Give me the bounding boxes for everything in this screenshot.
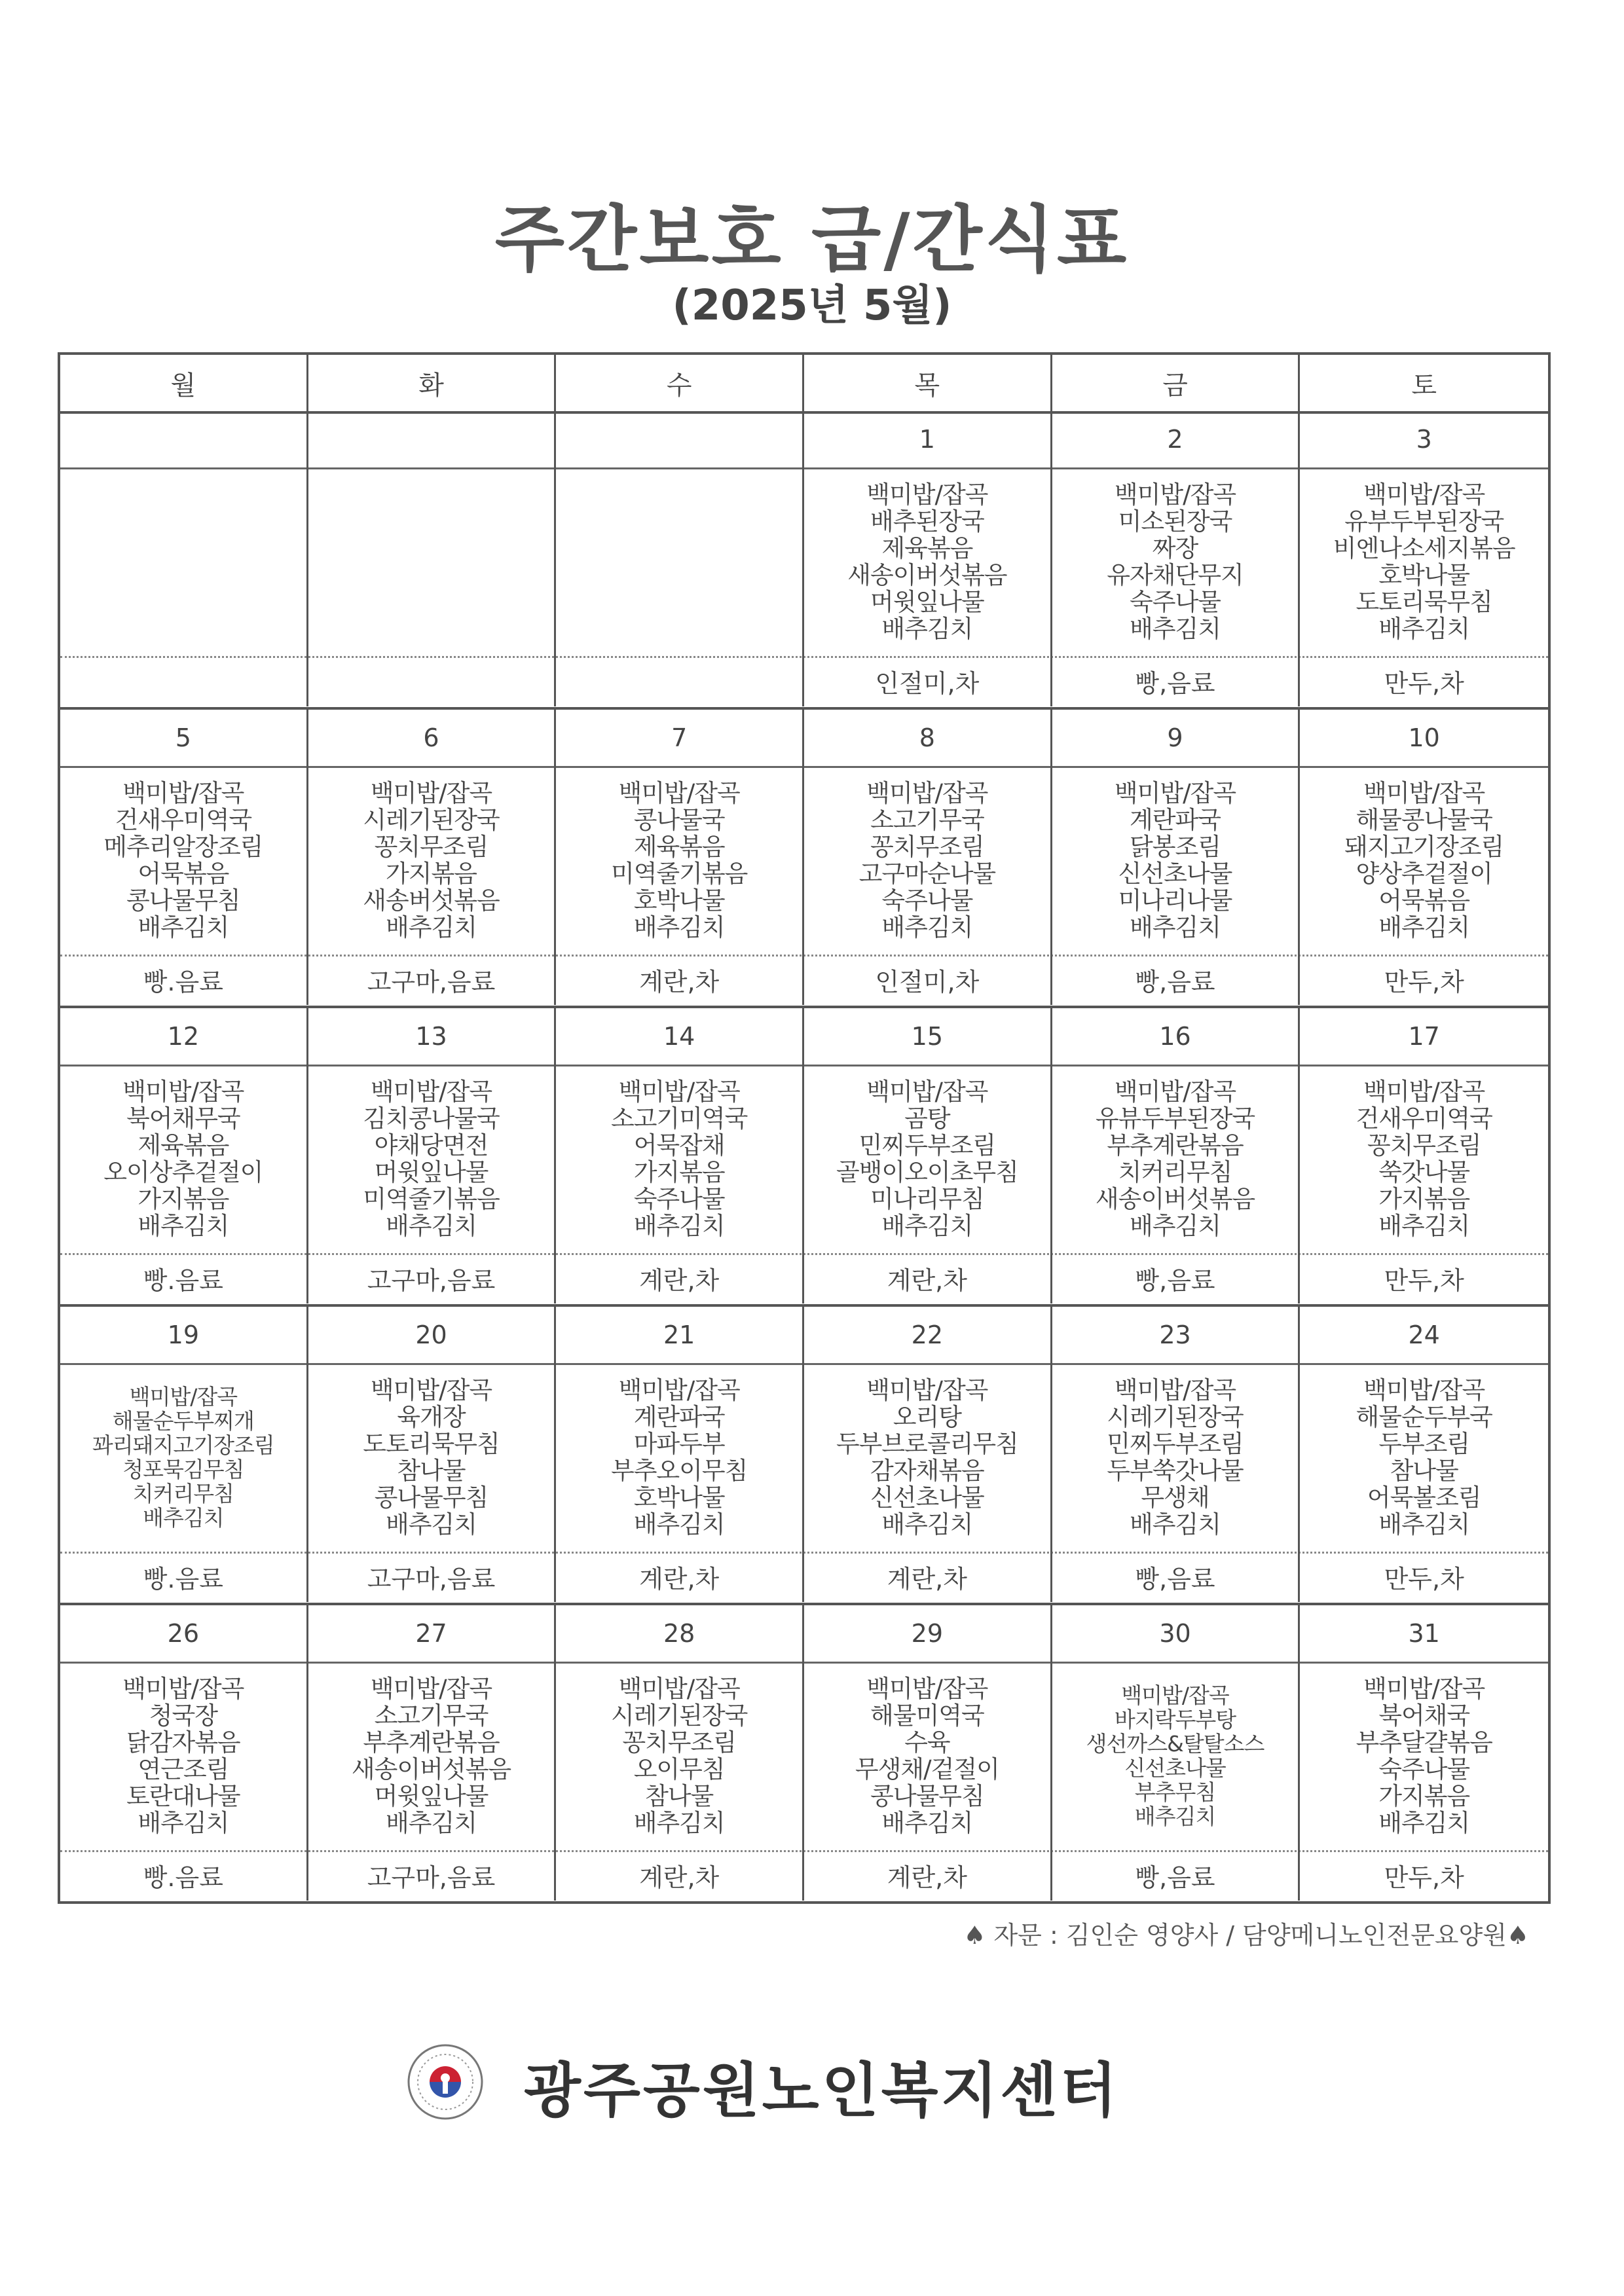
menu-item: 야채당면전 xyxy=(374,1131,489,1159)
menu-item: 콩나물무침 xyxy=(870,1782,984,1810)
snack-cell: 계란,차 xyxy=(556,955,804,1005)
snack-cell: 고구마,음료 xyxy=(308,1552,557,1602)
menu-item: 새송버섯볶음 xyxy=(363,886,500,915)
menu-item: 백미밥/잡곡 xyxy=(1363,1675,1485,1703)
menu-item: 미역줄기볶음 xyxy=(610,860,748,888)
date-cell: 10 xyxy=(1408,723,1440,752)
menu-item: 연근조림 xyxy=(138,1755,229,1783)
menu-item: 가지볶음 xyxy=(386,860,477,888)
menu-item: 해물콩나물국 xyxy=(1356,806,1492,834)
menu-item: 호박나물 xyxy=(633,1484,725,1512)
menu-item: 새송이버섯볶음 xyxy=(351,1755,511,1783)
menu-item: 백미밥/잡곡 xyxy=(370,1376,492,1404)
menu-item: 미역줄기볶음 xyxy=(363,1185,500,1213)
menu-item: 참나물 xyxy=(397,1457,466,1485)
meal-cell xyxy=(804,766,1052,955)
menu-item: 배추김치 xyxy=(881,1212,973,1240)
snack-cell: 계란,차 xyxy=(556,1552,804,1602)
menu-item: 치커리무침 xyxy=(1118,1158,1232,1186)
menu-item: 배추된장국 xyxy=(870,507,984,536)
menu-item: 가지볶음 xyxy=(1378,1185,1470,1213)
menu-item: 배추김치 xyxy=(138,1212,229,1240)
snack-cell: 빵.음료 xyxy=(60,1850,308,1901)
menu-item: 배추김치 xyxy=(1130,1510,1221,1539)
date-cell: 12 xyxy=(60,1008,308,1065)
meal-row xyxy=(60,1662,1548,1852)
meal-cell xyxy=(1300,1363,1548,1552)
menu-item: 배추김치 xyxy=(1378,913,1470,941)
menu-item: 부추계란볶음 xyxy=(1107,1131,1244,1159)
snack-cell: 인절미,차 xyxy=(804,656,1052,706)
menu-item: 백미밥/잡곡 xyxy=(122,1078,244,1106)
menu-item: 무생채/겉절이 xyxy=(855,1755,999,1783)
menu-item: 배추김치 xyxy=(386,1212,477,1240)
meal-cell xyxy=(556,1363,804,1552)
snack-cell: 계란,차 xyxy=(804,1253,1052,1303)
menu-item: 새송이버섯볶음 xyxy=(847,561,1007,589)
menu-item: 백미밥/잡곡 xyxy=(1363,1078,1485,1106)
menu-item: 메추리알장조림 xyxy=(103,833,263,861)
menu-item: 계란파국 xyxy=(633,1403,725,1431)
menu-item: 신선초나물 xyxy=(1124,1755,1226,1781)
menu-item: 배추김치 xyxy=(633,1212,725,1240)
snack-row xyxy=(60,656,1548,706)
date-cell: 31 xyxy=(1408,1619,1440,1648)
week-block xyxy=(60,1307,1548,1605)
weekday-header: 수 xyxy=(556,355,804,411)
snack-cell xyxy=(556,656,804,706)
menu-item: 어묵볶음 xyxy=(1378,886,1470,915)
menu-item: 가지볶음 xyxy=(1378,1782,1470,1810)
date-cell: 15 xyxy=(804,1008,1052,1065)
menu-item: 건새우미역국 xyxy=(115,806,252,834)
date-row xyxy=(60,411,1548,469)
menu-item: 머윗잎나물 xyxy=(870,588,984,616)
date-cell: 6 xyxy=(308,710,557,766)
menu-item: 쑥갓나물 xyxy=(1378,1158,1470,1186)
date-cell: 7 xyxy=(556,710,804,766)
menu-item: 무생채 xyxy=(1141,1484,1209,1512)
date-cell: 2 xyxy=(1052,411,1301,467)
menu-item: 유자채단무지 xyxy=(1107,561,1244,589)
menu-item: 바지락두부탕 xyxy=(1114,1707,1236,1732)
menu-item: 배추김치 xyxy=(633,1510,725,1539)
menu-item: 백미밥/잡곡 xyxy=(1363,779,1485,807)
snack-cell: 계란,차 xyxy=(556,1850,804,1901)
date-cell: 5 xyxy=(60,710,308,766)
snack-cell: 계란,차 xyxy=(804,1552,1052,1602)
meal-cell xyxy=(60,1363,308,1552)
menu-item: 해물미역국 xyxy=(870,1702,984,1730)
meal-cell xyxy=(1052,766,1301,955)
menu-item: 백미밥/잡곡 xyxy=(618,1675,740,1703)
menu-item: 골뱅이오이초무침 xyxy=(836,1158,1018,1186)
menu-item: 배추김치 xyxy=(881,913,973,941)
menu-item: 꽁치무조림 xyxy=(622,1728,737,1757)
menu-item: 배추김치 xyxy=(138,1809,229,1837)
menu-item: 북어채무국 xyxy=(126,1104,240,1133)
menu-item: 돼지고기장조림 xyxy=(1344,833,1504,861)
menu-item: 생선까스&탈탈소스 xyxy=(1086,1731,1264,1757)
menu-item: 도토리묵무침 xyxy=(363,1430,500,1458)
menu-item: 백미밥/잡곡 xyxy=(370,779,492,807)
date-cell: 17 xyxy=(1408,1022,1440,1051)
menu-item: 백미밥/잡곡 xyxy=(1114,1376,1236,1404)
week-block xyxy=(60,1605,1548,1904)
organization-footer xyxy=(406,2036,1257,2128)
meal-cell xyxy=(60,1662,308,1850)
meal-cell xyxy=(1300,1065,1548,1253)
meal-cell xyxy=(804,467,1052,656)
snack-cell: 만두,차 xyxy=(1384,968,1464,996)
menu-item: 배추김치 xyxy=(1378,1809,1470,1837)
date-row xyxy=(60,1008,1548,1066)
meal-cell xyxy=(308,467,557,656)
menu-item: 닭봉조림 xyxy=(1130,833,1221,861)
snack-cell: 빵,음료 xyxy=(1052,1552,1301,1602)
menu-item: 계란파국 xyxy=(1130,806,1221,834)
weekday-header: 월 xyxy=(60,355,308,411)
weekday-header-row xyxy=(60,355,1548,414)
date-cell: 23 xyxy=(1052,1307,1301,1363)
meal-cell xyxy=(1300,467,1548,656)
menu-item: 배추김치 xyxy=(386,1510,477,1539)
menu-item: 머윗잎나물 xyxy=(374,1158,489,1186)
menu-item: 부추무침 xyxy=(1134,1779,1216,1805)
snack-cell: 계란,차 xyxy=(804,1850,1052,1901)
menu-item: 소고기미역국 xyxy=(610,1104,748,1133)
meal-cell xyxy=(308,1662,557,1850)
menu-item: 배추김치 xyxy=(1378,1212,1470,1240)
menu-item: 김치콩나물국 xyxy=(363,1104,500,1133)
meal-cell xyxy=(308,1065,557,1253)
welfare-center-seal-icon xyxy=(406,2043,485,2121)
snack-cell: 고구마,음료 xyxy=(308,955,557,1005)
date-cell: 21 xyxy=(556,1307,804,1363)
menu-item: 고구마순나물 xyxy=(858,860,996,888)
menu-item: 백미밥/잡곡 xyxy=(1121,1683,1229,1708)
menu-item: 배추김치 xyxy=(1130,913,1221,941)
snack-cell xyxy=(308,656,557,706)
menu-item: 숙주나물 xyxy=(1378,1755,1470,1783)
snack-cell: 빵.음료 xyxy=(60,1552,308,1602)
menu-item: 콩나물무침 xyxy=(126,886,240,915)
date-cell: 28 xyxy=(556,1605,804,1662)
menu-item: 미나리무침 xyxy=(870,1185,984,1213)
menu-item: 양상추겉절이 xyxy=(1356,860,1492,888)
weekday-header: 목 xyxy=(804,355,1052,411)
menu-item: 두부쑥갓나물 xyxy=(1107,1457,1244,1485)
menu-item: 도토리묵무침 xyxy=(1356,588,1492,616)
menu-item: 비엔나소세지볶음 xyxy=(1333,534,1515,562)
menu-item: 백미밥/잡곡 xyxy=(866,1078,988,1106)
menu-item: 백미밥/잡곡 xyxy=(370,1078,492,1106)
menu-item: 부추오이무침 xyxy=(610,1457,748,1485)
date-cell: 26 xyxy=(60,1605,308,1662)
menu-item: 호박나물 xyxy=(1378,561,1470,589)
snack-cell: 고구마,음료 xyxy=(308,1850,557,1901)
menu-item: 백미밥/잡곡 xyxy=(866,779,988,807)
menu-item: 배추김치 xyxy=(633,913,725,941)
menu-item: 유부두부된장국 xyxy=(1344,507,1504,536)
snack-cell: 빵.음료 xyxy=(60,955,308,1005)
date-cell: 9 xyxy=(1052,710,1301,766)
date-cell: 29 xyxy=(804,1605,1052,1662)
menu-item: 민찌두부조림 xyxy=(1107,1430,1244,1458)
menu-item: 두부브로콜리무침 xyxy=(836,1430,1018,1458)
menu-item: 오리탕 xyxy=(893,1403,961,1431)
meal-cell xyxy=(1052,467,1301,656)
menu-item: 배추김치 xyxy=(633,1809,725,1837)
date-cell: 14 xyxy=(556,1008,804,1065)
week-block xyxy=(60,710,1548,1008)
menu-item: 백미밥/잡곡 xyxy=(1114,481,1236,509)
menu-item: 백미밥/잡곡 xyxy=(866,1376,988,1404)
menu-item: 꽁치무조림 xyxy=(1367,1131,1481,1159)
meal-cell xyxy=(804,1363,1052,1552)
menu-item: 배추김치 xyxy=(1134,1804,1216,1829)
meal-cell xyxy=(60,766,308,955)
menu-item: 배추김치 xyxy=(138,913,229,941)
menu-item: 꽁치무조림 xyxy=(870,833,984,861)
menu-item: 오이상추겉절이 xyxy=(103,1158,263,1186)
menu-item: 토란대나물 xyxy=(126,1782,240,1810)
snack-cell: 빵,음료 xyxy=(1052,1850,1301,1901)
menu-item: 제육볶음 xyxy=(138,1131,229,1159)
menu-item: 가지볶음 xyxy=(138,1185,229,1213)
menu-item: 배추김치 xyxy=(1378,1510,1470,1539)
meal-cell xyxy=(556,1662,804,1850)
snack-cell: 고구마,음료 xyxy=(308,1253,557,1303)
weekday-header: 화 xyxy=(308,355,557,411)
menu-item: 배추김치 xyxy=(143,1505,224,1531)
menu-item: 시레기된장국 xyxy=(610,1702,748,1730)
meal-cell xyxy=(1052,1065,1301,1253)
menu-item: 배추김치 xyxy=(1130,615,1221,643)
date-cell xyxy=(556,411,804,467)
meal-cell xyxy=(556,766,804,955)
menu-item: 백미밥/잡곡 xyxy=(1363,1376,1485,1404)
menu-item: 부추계란볶음 xyxy=(363,1728,500,1757)
menu-item: 미나리나물 xyxy=(1118,886,1232,915)
menu-item: 백미밥/잡곡 xyxy=(618,1376,740,1404)
date-cell: 1 xyxy=(804,411,1052,467)
menu-item: 꽁치무조림 xyxy=(374,833,489,861)
menu-item: 신선초나물 xyxy=(1118,860,1232,888)
menu-item: 치커리무침 xyxy=(132,1481,234,1506)
menu-item: 소고기무국 xyxy=(374,1702,489,1730)
meal-cell xyxy=(1300,766,1548,955)
menu-item: 수육 xyxy=(904,1728,950,1757)
menu-item: 제육볶음 xyxy=(881,534,973,562)
menu-item: 백미밥/잡곡 xyxy=(866,1675,988,1703)
advisor-note: ♠ 자문 : 김인순 영양사 / 담양메니노인전문요양원♠ xyxy=(963,1921,1529,1950)
meal-row xyxy=(60,467,1548,658)
snack-cell: 빵.음료 xyxy=(60,1253,308,1303)
week-block xyxy=(60,411,1548,710)
menu-item: 숙주나물 xyxy=(633,1185,725,1213)
date-cell xyxy=(308,411,557,467)
meal-cell xyxy=(556,1065,804,1253)
week-block xyxy=(60,1008,1548,1307)
menu-item: 오이무침 xyxy=(633,1755,725,1783)
date-cell: 20 xyxy=(308,1307,557,1363)
menu-item: 호박나물 xyxy=(633,886,725,915)
date-cell xyxy=(60,411,308,467)
date-cell: 24 xyxy=(1408,1321,1440,1349)
menu-item: 배추김치 xyxy=(386,913,477,941)
date-cell: 13 xyxy=(308,1008,557,1065)
menu-item: 짜장 xyxy=(1152,534,1198,562)
date-cell: 16 xyxy=(1052,1008,1301,1065)
date-row xyxy=(60,1307,1548,1365)
meal-cell xyxy=(804,1065,1052,1253)
menu-item: 시레기된장국 xyxy=(1107,1403,1244,1431)
menu-item: 콩나물국 xyxy=(633,806,725,834)
menu-item: 배추김치 xyxy=(881,1809,973,1837)
meal-cell xyxy=(1052,1662,1301,1850)
menu-item: 백미밥/잡곡 xyxy=(122,1675,244,1703)
meal-cell xyxy=(804,1662,1052,1850)
snack-cell: 만두,차 xyxy=(1384,1266,1464,1295)
snack-cell: 만두,차 xyxy=(1384,1863,1464,1892)
menu-item: 부추달걀볶음 xyxy=(1356,1728,1492,1757)
date-row xyxy=(60,710,1548,768)
page-subtitle: (2025년 5월) xyxy=(672,282,952,330)
meal-row xyxy=(60,766,1548,957)
menu-item: 배추김치 xyxy=(1378,615,1470,643)
weekday-header: 금 xyxy=(1052,355,1301,411)
date-cell: 19 xyxy=(60,1307,308,1363)
snack-row xyxy=(60,955,1548,1005)
menu-item: 백미밥/잡곡 xyxy=(370,1675,492,1703)
meal-row xyxy=(60,1065,1548,1255)
menu-item: 백미밥/잡곡 xyxy=(1114,1078,1236,1106)
menu-item: 감자채볶음 xyxy=(870,1457,984,1485)
menu-item: 유뷰두부된장국 xyxy=(1095,1104,1255,1133)
menu-item: 가지볶음 xyxy=(633,1158,725,1186)
menu-item: 머윗잎나물 xyxy=(374,1782,489,1810)
menu-item: 닭감자볶음 xyxy=(126,1728,240,1757)
date-cell: 3 xyxy=(1416,425,1432,454)
menu-item: 미소된장국 xyxy=(1118,507,1232,536)
meal-cell xyxy=(308,1363,557,1552)
menu-item: 어묵잡채 xyxy=(633,1131,725,1159)
menu-item: 꽈리돼지고기장조림 xyxy=(92,1432,274,1458)
date-row xyxy=(60,1605,1548,1664)
menu-item: 해물순두부찌개 xyxy=(112,1408,254,1434)
menu-item: 배추김치 xyxy=(1130,1212,1221,1240)
meal-row xyxy=(60,1363,1548,1554)
snack-cell: 계란,차 xyxy=(556,1253,804,1303)
date-cell: 27 xyxy=(308,1605,557,1662)
menu-item: 어묵볶음 xyxy=(138,860,229,888)
date-cell: 8 xyxy=(804,710,1052,766)
menu-item: 북어채국 xyxy=(1378,1702,1470,1730)
snack-row xyxy=(60,1850,1548,1901)
menu-item: 마파두부 xyxy=(633,1430,725,1458)
menu-item: 백미밥/잡곡 xyxy=(618,1078,740,1106)
menu-item: 곰탕 xyxy=(904,1104,950,1133)
snack-cell xyxy=(60,656,308,706)
weekly-menu-table xyxy=(58,352,1551,1904)
menu-item: 건새우미역국 xyxy=(1356,1104,1492,1133)
menu-item: 소고기무국 xyxy=(870,806,984,834)
menu-item: 육개장 xyxy=(397,1403,466,1431)
meal-cell xyxy=(308,766,557,955)
menu-item: 참나물 xyxy=(1390,1457,1458,1485)
menu-item: 두부조림 xyxy=(1378,1430,1470,1458)
menu-item: 참나물 xyxy=(645,1782,714,1810)
menu-item: 배추김치 xyxy=(881,615,973,643)
snack-row xyxy=(60,1552,1548,1602)
snack-cell: 만두,차 xyxy=(1384,1565,1464,1594)
menu-item: 백미밥/잡곡 xyxy=(129,1384,238,1410)
menu-item: 해물순두부국 xyxy=(1356,1403,1492,1431)
menu-item: 백미밥/잡곡 xyxy=(618,779,740,807)
menu-item: 시레기된장국 xyxy=(363,806,500,834)
menu-item: 숙주나물 xyxy=(881,886,973,915)
meal-cell xyxy=(60,1065,308,1253)
menu-item: 어묵볼조림 xyxy=(1367,1484,1481,1512)
menu-item: 청포묵김무침 xyxy=(122,1457,244,1482)
snack-cell: 빵,음료 xyxy=(1052,656,1301,706)
menu-item: 백미밥/잡곡 xyxy=(1363,481,1485,509)
snack-row xyxy=(60,1253,1548,1303)
menu-item: 새송이버섯볶음 xyxy=(1095,1185,1255,1213)
snack-cell: 인절미,차 xyxy=(804,955,1052,1005)
meal-cell xyxy=(556,467,804,656)
meal-cell xyxy=(1052,1363,1301,1552)
menu-item: 제육볶음 xyxy=(633,833,725,861)
weekday-header: 토 xyxy=(1411,370,1437,401)
snack-cell: 만두,차 xyxy=(1384,669,1464,698)
snack-cell: 빵,음료 xyxy=(1052,955,1301,1005)
menu-item: 배추김치 xyxy=(386,1809,477,1837)
meal-cell xyxy=(60,467,308,656)
date-cell: 22 xyxy=(804,1307,1052,1363)
menu-item: 민찌두부조림 xyxy=(858,1131,996,1159)
menu-item: 청국장 xyxy=(149,1702,217,1730)
menu-item: 콩나물무침 xyxy=(374,1484,489,1512)
menu-item: 백미밥/잡곡 xyxy=(866,481,988,509)
menu-item: 배추김치 xyxy=(881,1510,973,1539)
menu-item: 백미밥/잡곡 xyxy=(122,779,244,807)
date-cell: 30 xyxy=(1052,1605,1301,1662)
snack-cell: 빵,음료 xyxy=(1052,1253,1301,1303)
meal-cell xyxy=(1300,1662,1548,1850)
menu-item: 백미밥/잡곡 xyxy=(1114,779,1236,807)
menu-item: 신선초나물 xyxy=(870,1484,984,1512)
page-title: 주간보호 급/간식표 xyxy=(494,198,1130,282)
organization-name: 광주공원노인복지센터 xyxy=(524,2056,1120,2125)
menu-item: 숙주나물 xyxy=(1130,588,1221,616)
